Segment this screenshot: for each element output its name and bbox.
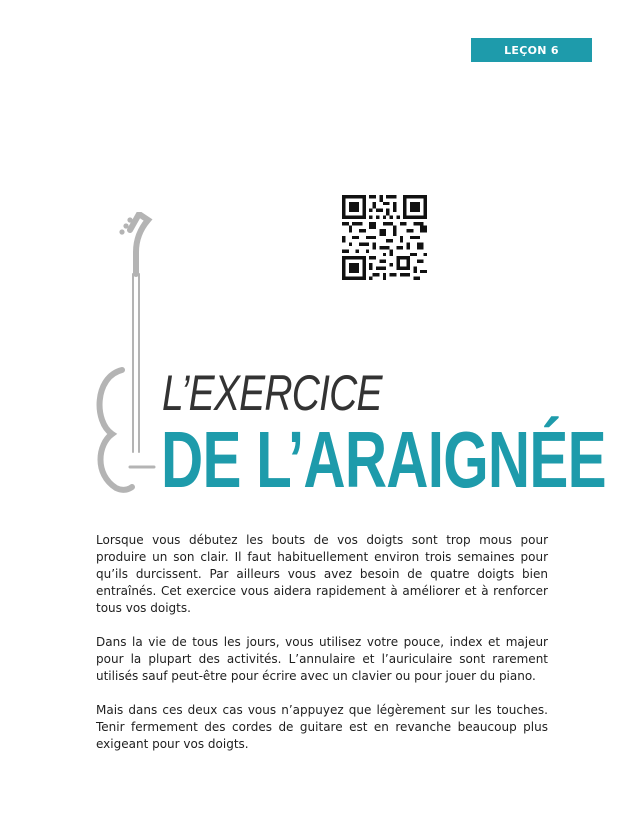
qr-code-icon bbox=[342, 195, 427, 280]
paragraph: Mais dans ces deux cas vous n’appuyez que légèrement sur les touches. Tenir fermement des cordes de guitare est en revanche beaucoup plus exigeant pour vos doigts. bbox=[96, 703, 548, 751]
title-line-1: L’EXERCICE bbox=[162, 365, 382, 421]
lesson-badge: LEÇON 6 bbox=[471, 38, 592, 62]
paragraph: Lorsque vous débutez les bouts de vos doigts sont trop mous pour produire un son clair. Il faut habituellement environ trois semaines pour qu’ils durcissent. Par ailleurs vous avez besoin de quatre doigts bien entraînés. Cet exercice vous aidera rapidement à améliorer et à renforcer tous vos doigts. bbox=[96, 533, 548, 615]
title-line-2: DE L’ARAIGNÉE bbox=[161, 415, 606, 504]
body-text bbox=[96, 532, 548, 770]
paragraph: Dans la vie de tous les jours, vous utilisez votre pouce, index et majeur pour la plupart des activités. L’annulaire et l’auriculaire sont rarement utilisés sauf peut-être pour écrire avec un clavier ou pour jouer du piano. bbox=[96, 635, 548, 683]
guitar-outline-icon bbox=[92, 212, 164, 497]
